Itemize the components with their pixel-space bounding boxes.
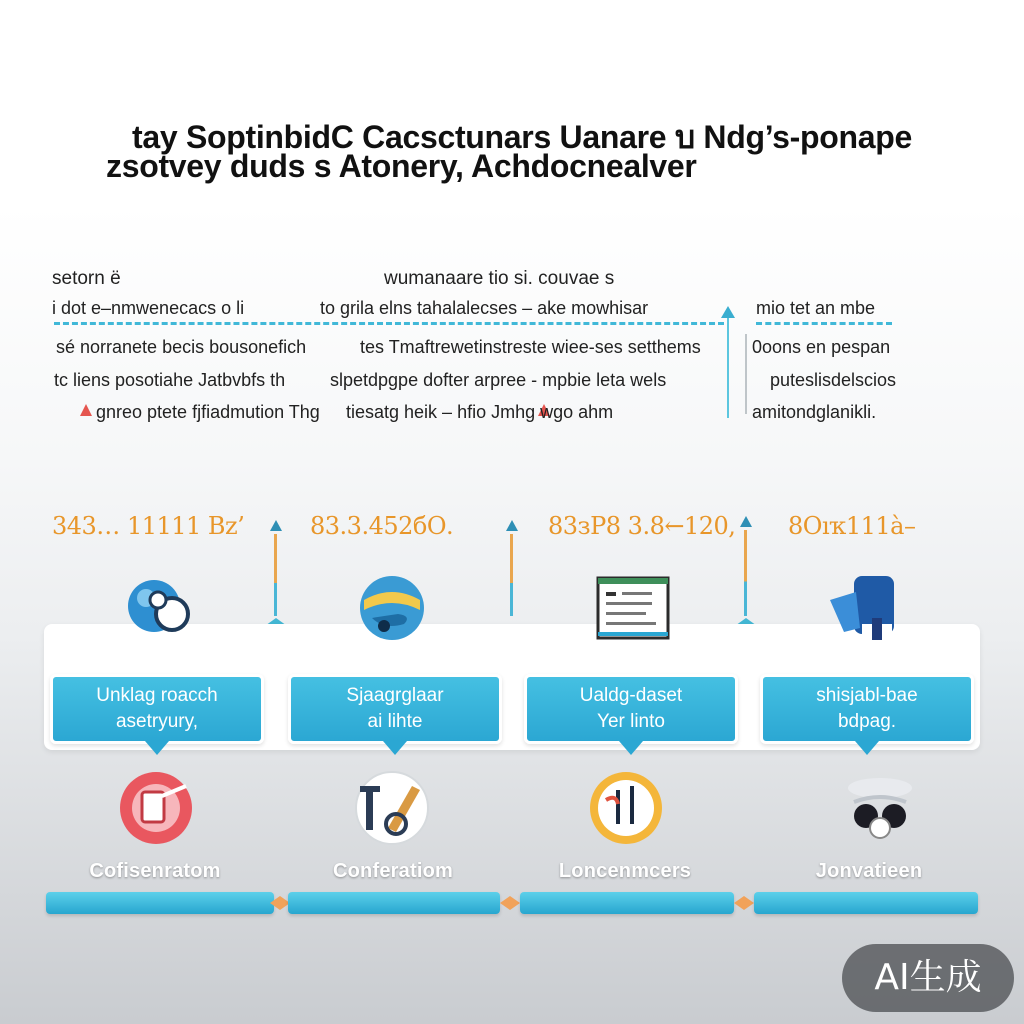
card-2-line-1: Sjaagrglaar [346,685,444,706]
stage-bar-4 [754,892,978,914]
chart-board-icon [594,570,670,646]
card-pointer [145,741,169,755]
pin-arrow-icon [740,516,752,527]
card-pointer [619,741,643,755]
divider [727,318,729,418]
stat-value-2: 83.3.452бО. [310,512,454,540]
info-card-1 [50,674,264,744]
stage-label-1: Cofisenratom [89,860,221,882]
text-row-3-middle: slpetdpgpe dofter arpree - mpbie leta wels [330,370,667,390]
info-card-4 [760,674,974,744]
tools-icon [352,768,432,848]
stage-bar-1 [46,892,274,914]
globe-icon [354,570,430,646]
text-row-4-left: gnreo ptete fjfiadmution Thg [96,402,320,422]
text-row-1-left: i dot e–nmwenecacs o li [52,298,245,318]
text-row-2-left: sé norranete becis bousonefich [56,337,307,357]
text-row-2-right: 0oons en pespan [752,337,891,357]
stat-value-1: 343… 11111 Bz’ [52,512,245,540]
page-title-line-1: tay SoptinbidС Cacsctunars Uanare บ Ndg’s-ponape [132,119,912,155]
bar-connector [734,896,754,910]
text-row-4-right: amitondglanikli. [752,402,877,422]
card-pointer [383,741,407,755]
stage-bar-3 [520,892,734,914]
people-magnifier-icon [124,570,200,646]
compass-icon [586,768,666,848]
info-card-2 [288,674,502,744]
left-column-heading: setorn ё [52,268,121,289]
card-3-line-2: Yer linto [597,711,665,732]
pin-line [274,534,277,616]
pin-line [510,534,513,616]
card-4-line-1: shisjabl-bae [816,685,918,706]
stage-bar-2 [288,892,500,914]
card-3-line-1: Ualdg-daset [579,685,683,706]
card-1-line-1: Unklag roacch [96,685,218,706]
info-card-3 [524,674,738,744]
middle-column-heading: wumanaare tio si. couvae s [384,268,615,289]
card-1-line-2: asetryury, [115,711,198,732]
card-pointer [855,741,879,755]
dashed-underline [54,322,724,325]
ai-generated-watermark: AI生成 [842,944,1014,1012]
text-row-1-middle: to grila elns tahalalecses – ake mowhisar [320,298,649,318]
pin-arrow-icon [270,520,282,531]
bar-connector [500,896,520,910]
text-row-1-right: mio tet an mbe [756,298,876,318]
card-4-line-2: bdpag. [837,711,897,732]
pin-arrow-icon [506,520,518,531]
divider [745,334,747,414]
text-row-3-right: puteslisdelscios [770,370,897,390]
page-title-line-2: zsotvey duds s Atonery, Achdocnealver [106,148,697,184]
text-row-3-left: tc liens posotiahe Jatbvbfs th [54,370,286,390]
pin-line [744,530,747,616]
stage-label-3: Loncenmcers [558,860,692,882]
person-flag-icon [826,570,902,646]
team-icon [840,768,920,848]
stat-value-3: 83зР8 3.8←120, [548,512,736,540]
text-row-2-middle: tes Tmaftrewetinstreste wiee-ses setthems [360,337,701,357]
stat-value-4: 8Оıҡ111à– [788,512,916,540]
card-2-line-2: ai lihte [367,711,423,732]
target-icon [116,768,196,848]
flag-icon [80,404,92,416]
dashed-underline-right [756,322,892,325]
stage-label-4: Jonvatieen [815,860,923,882]
text-row-4-middle: tiesatg heik – hfio Jmhg wgo ahm [346,402,614,422]
stage-label-2: Conferatiom [333,860,453,882]
arrow-up-icon [721,306,735,318]
